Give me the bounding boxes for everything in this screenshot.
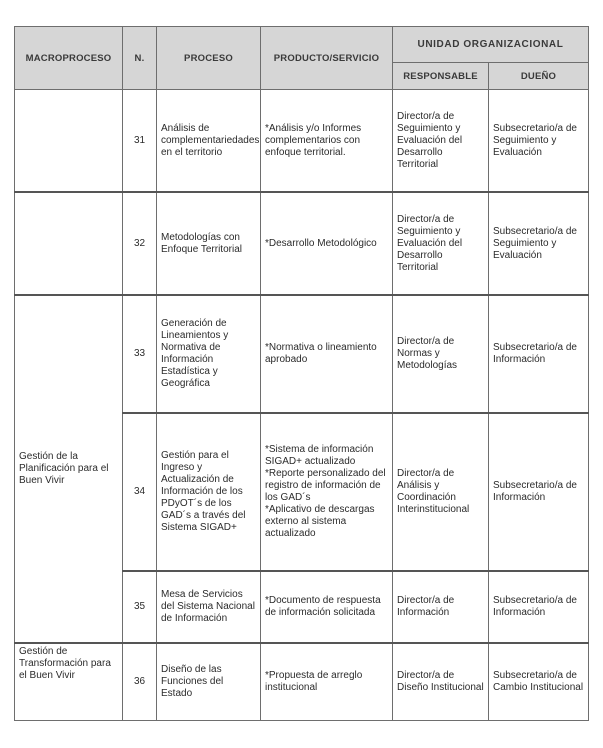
header-responsable: RESPONSABLE	[393, 63, 489, 90]
row-producto	[261, 643, 393, 721]
header-unidad-organizacional: UNIDAD ORGANIZACIONAL	[393, 27, 589, 63]
table-row	[15, 643, 589, 721]
row-number: 35	[123, 571, 157, 643]
row-producto	[261, 413, 393, 571]
row-responsable	[393, 90, 489, 193]
macroproceso-planificacion: Gestión de la Planificación para el Buen Vivir	[19, 451, 109, 486]
dueno-text: Subsecretario/a de Cambio Institucional	[493, 670, 584, 693]
proceso-text: Diseño de las Funciones del Estado	[161, 664, 224, 699]
row-producto	[261, 571, 393, 643]
row-responsable	[393, 571, 489, 643]
macroproceso-cell	[15, 295, 123, 643]
row-proceso	[157, 90, 261, 193]
responsable-text: Director/a de Análisis y Coordinación Interinstitucional	[397, 468, 470, 515]
row-proceso	[157, 413, 261, 571]
row-proceso	[157, 643, 261, 721]
row-dueno	[489, 192, 589, 295]
responsable-text: Director/a de Seguimiento y Evaluación del Desarrollo Territorial	[397, 213, 463, 273]
header-dueno: DUEÑO	[489, 63, 589, 90]
proceso-text: Mesa de Servicios del Sistema Nacional de Información	[161, 589, 255, 624]
row-dueno	[489, 295, 589, 413]
proceso-text: Análisis de complementariedades en el territorio	[161, 122, 260, 158]
producto-text: *Desarrollo Metodológico	[265, 237, 377, 249]
producto-text: *Análisis y/o Informes complementarios con enfoque territorial.	[265, 122, 362, 158]
row-number: 32	[123, 192, 157, 295]
header-macroproceso: MACROPROCESO	[15, 27, 123, 90]
row-producto	[261, 295, 393, 413]
macroproceso-empty	[15, 192, 123, 295]
table-row	[15, 90, 589, 193]
row-dueno	[489, 90, 589, 193]
responsable-text: Director/a de Diseño Institucional	[397, 670, 484, 693]
row-responsable	[393, 295, 489, 413]
row-proceso	[157, 295, 261, 413]
responsable-text: Director/a de Seguimiento y Evaluación del Desarrollo Territorial	[397, 110, 463, 170]
producto-text: *Normativa o lineamiento aprobado	[265, 342, 377, 365]
row-proceso	[157, 571, 261, 643]
proceso-text: Metodologías con Enfoque Territorial	[161, 231, 242, 255]
row-responsable	[393, 192, 489, 295]
row-producto	[261, 192, 393, 295]
responsable-text: Director/a de Normas y Metodologías	[397, 336, 458, 371]
row-dueno	[489, 571, 589, 643]
row-producto	[261, 90, 393, 193]
row-number: 36	[123, 643, 157, 721]
proceso-text: Gestión para el Ingreso y Actualización de Información de los PDyOT´s de los GAD´s a través del Sistema SIGAD+	[161, 450, 246, 533]
producto-text: *Documento de respuesta de información solicitada	[265, 595, 381, 618]
header-number: N.	[123, 27, 157, 90]
row-number: 31	[123, 90, 157, 193]
producto-text: *Propuesta de arreglo institucional	[265, 670, 363, 693]
dueno-text: Subsecretario/a de Seguimiento y Evaluación	[493, 122, 577, 158]
macroproceso-cell	[15, 643, 123, 721]
dueno-text: Subsecretario/a de Información	[493, 595, 577, 618]
macroproceso-transformacion: Gestión de Transformación para el Buen Vivir	[19, 646, 111, 681]
document-page	[14, 26, 588, 721]
dueno-text: Subsecretario/a de Información	[493, 342, 577, 365]
table-row	[15, 295, 589, 413]
row-proceso	[157, 192, 261, 295]
macroproceso-empty	[15, 90, 123, 193]
header-producto: PRODUCTO/SERVICIO	[261, 27, 393, 90]
proceso-text: Generación de Lineamientos y Normativa de Información Estadística y Geográfica	[161, 318, 229, 389]
row-responsable	[393, 413, 489, 571]
dueno-text: Subsecretario/a de Seguimiento y Evaluación	[493, 225, 577, 261]
process-table	[14, 26, 589, 721]
row-dueno	[489, 643, 589, 721]
producto-text: *Sistema de información SIGAD+ actualizado *Reporte personalizado del registro de información de los GAD´s *Aplicativo de descargas externo al sistema actualizado	[265, 444, 386, 539]
header-proceso: PROCESO	[157, 27, 261, 90]
responsable-text: Director/a de Información	[397, 595, 455, 618]
row-number: 33	[123, 295, 157, 413]
row-responsable	[393, 643, 489, 721]
table-row	[15, 192, 589, 295]
row-dueno	[489, 413, 589, 571]
row-number: 34	[123, 413, 157, 571]
dueno-text: Subsecretario/a de Información	[493, 480, 577, 503]
